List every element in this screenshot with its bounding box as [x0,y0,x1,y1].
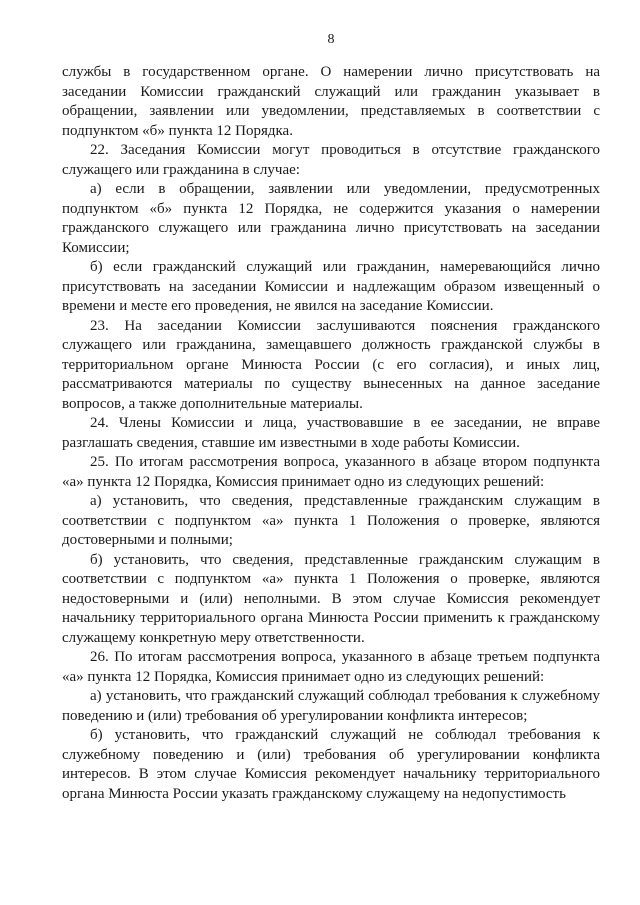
paragraph-26-a: а) установить, что гражданский служащий соблюдал требования к служебному поведению и (или) требования об урегулировании конфликта интересов; [62,688,600,724]
paragraph-23: 23. На заседании Комиссии заслушиваются пояснения гражданского служащего или гражданина, замещавшего должность гражданской службы в территориальном органе Минюста России (с его согласия), и иных лиц, рассматриваются материалы по существу вынесенных на данное заседание вопросов, а также дополнительные материалы. [62,317,600,412]
paragraph-25: 25. По итогам рассмотрения вопроса, указанного в абзаце втором подпункта «а» пункта 12 Порядка, Комиссия принимает одно из следующих решений: [62,454,600,490]
paragraph-22: 22. Заседания Комиссии могут проводиться в отсутствие гражданского служащего или гражданина в случае: [62,142,600,178]
paragraph-22-a: а) если в обращении, заявлении или уведомлении, предусмотренных подпунктом «б» пункта 12 Порядка, не содержится указания о намерении гражданского служащего или гражданина лично присутствовать на заседании Комиссии; [62,181,600,256]
paragraph-continuation: службы в государственном органе. О намерении лично присутствовать на заседании Комиссии гражданский служащий или гражданин указывает в обращении, заявлении или уведомлении, представляемых в соответствии с подпунктом «б» пункта 12 Порядка. [62,64,600,139]
paragraph-26: 26. По итогам рассмотрения вопроса, указанного в абзаце третьем подпункта «а» пункта 12 Порядка, Комиссия принимает одно из следующих решений: [62,649,600,685]
paragraph-25-b: б) установить, что сведения, представленные гражданским служащим в соответствии с подпунктом «а» пункта 1 Положения о проверке, являются недостоверными и (или) неполными. В этом случае Комиссия рекомендует начальнику территориального органа Минюста России применить к гражданскому служащему конкретную меру ответственности. [62,551,600,646]
paragraph-25-a: а) установить, что сведения, представленные гражданским служащим в соответствии с подпунктом «а» пункта 1 Положения о проверке, являются достоверными и полными; [62,493,600,548]
paragraph-26-b: б) установить, что гражданский служащий не соблюдал требования к служебному поведению и (или) требования об урегулировании конфликта интересов. В этом случае Комиссия рекомендует начальнику территориального органа Минюста России указать гражданскому служащему на недопустимость [62,727,600,802]
document-body [62,63,600,804]
paragraph-24: 24. Члены Комиссии и лица, участвовавшие в ее заседании, не вправе разглашать сведения, ставшие им известными в ходе работы Комиссии. [62,415,600,451]
paragraph-22-b: б) если гражданский служащий или гражданин, намеревающийся лично присутствовать на заседании Комиссии и надлежащим образом извещенный о времени и месте его проведения, не явился на заседание Комиссии. [62,259,600,314]
page-number: 8 [327,32,335,47]
